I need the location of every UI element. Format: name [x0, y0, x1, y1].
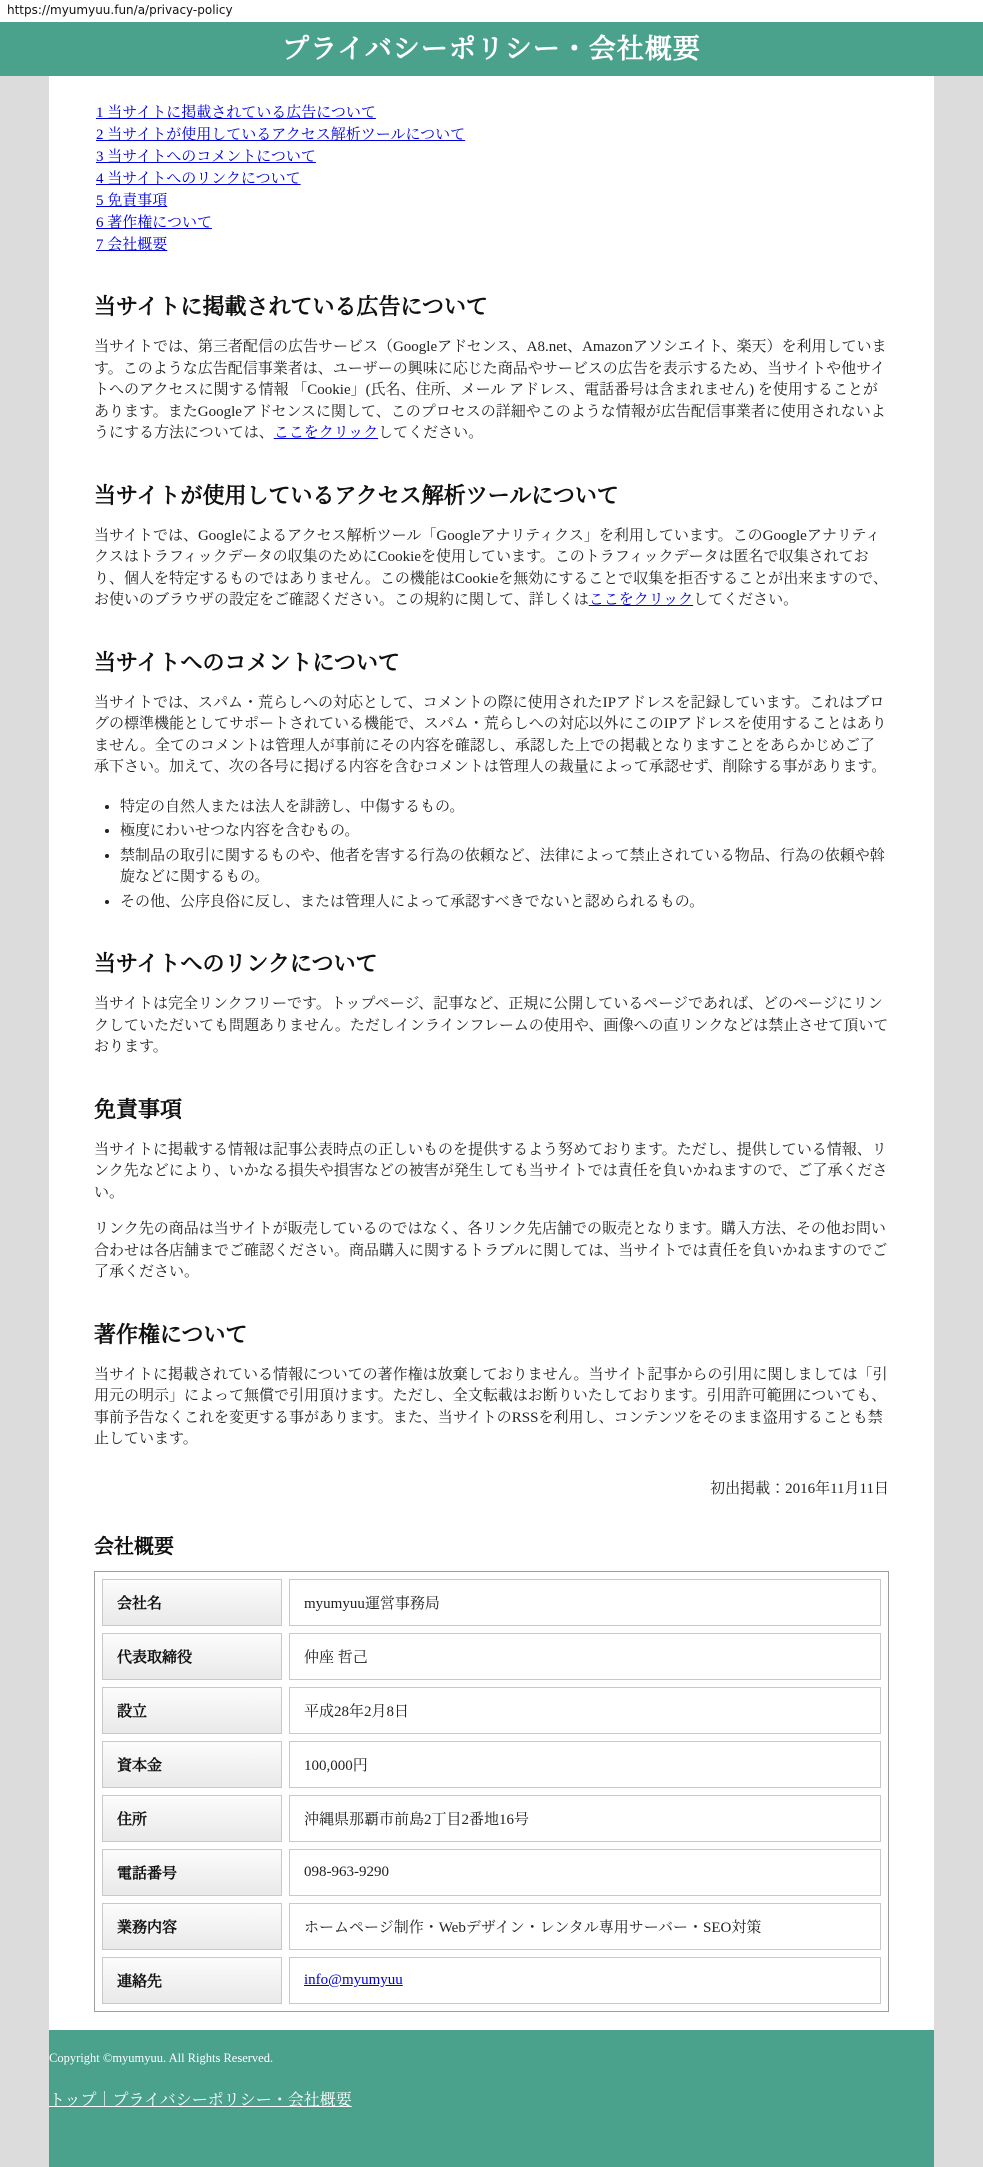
company-label: 資本金 [102, 1741, 282, 1788]
section-analytics-heading: 当サイトが使用しているアクセス解析ツールについて [94, 482, 619, 508]
analytics-click-here-link[interactable]: ここをクリック [588, 592, 694, 608]
footer-copyright: Copyright ©myumyuu. All Rights Reserved. [49, 2051, 274, 2065]
contact-email-link[interactable]: info@myumyuu [304, 1972, 403, 1988]
section-disclaimer [94, 1093, 889, 1284]
toc-link-ads[interactable]: 1 当サイトに掲載されている広告について [96, 105, 376, 121]
section-ads-paragraph [94, 337, 889, 445]
ads-text-before: 当サイトでは、第三者配信の広告サービス（Googleアドセンス、A8.net、Amazonアソシエイト、楽天）を利用しています。このような広告配信事業者は、ユーザーの興味に応じた商品やサービスの広告を表示するため、当サイトや他サイトへのアクセスに関する情報 「Cookie」(氏名、住所、メール アドレス、電話番号は含まれません) を使用することがあります。またGoogleアドセンスに関して、このプロセスの詳細やこのような情報が広告配信事業者に使用されないようにする方法については、 [94, 339, 887, 441]
company-value [289, 1957, 881, 2004]
company-label: 業務内容 [102, 1903, 282, 1950]
toc-item [96, 102, 889, 124]
toc-item [96, 234, 889, 256]
company-value: 仲座 哲己 [289, 1633, 881, 1680]
table-row [102, 1741, 881, 1788]
analytics-text-after: してください。 [693, 592, 799, 608]
section-copyright-paragraph: 当サイトに掲載されている情報についての著作権は放棄しておりません。当サイト記事からの引用に関しましては「引用元の明示」によって無償で引用頂けます。ただし、全文転載はお断りいたしております。引用許可範囲についても、事前予告なくこれを変更する事があります。また、当サイトのRSSを利用し、コンテンツをそのまま盗用することも禁止しています。 [94, 1366, 888, 1447]
footer-nav [49, 2090, 934, 2113]
company-label: 住所 [102, 1795, 282, 1842]
company-value: myumyuu運営事務局 [289, 1579, 881, 1626]
section-disclaimer-paragraph-2: リンク先の商品は当サイトが販売しているのではなく、各リンク先店舗での販売となります。購入方法、その他お問い合わせは各店舗までご確認ください。商品購入に関するトラブルに関しては、当サイトでは責任を負いかねますのでご了承ください。 [94, 1221, 888, 1280]
toc-link-comments[interactable]: 3 当サイトへのコメントについて [96, 149, 316, 165]
section-links-paragraph: 当サイトは完全リンクフリーです。トップページ、記事など、正規に公開しているページであれば、どのページにリンクしていただいても問題ありません。ただしインラインフレームの使用や、画像への直リンクなどは禁止させて頂いております。 [94, 996, 889, 1055]
toc-link-company[interactable]: 7 会社概要 [96, 237, 168, 253]
company-label: 代表取締役 [102, 1633, 282, 1680]
company-overview-table [94, 1571, 889, 2012]
section-ads [94, 290, 889, 445]
section-analytics [94, 479, 889, 612]
table-row [102, 1957, 881, 2004]
toc-item [96, 212, 889, 234]
section-disclaimer-heading: 免責事項 [94, 1096, 183, 1122]
toc-link-analytics[interactable]: 2 当サイトが使用しているアクセス解析ツールについて [96, 127, 466, 143]
company-value: 100,000円 [289, 1741, 881, 1788]
company-value: 沖縄県那覇市前島2丁目2番地16号 [289, 1795, 881, 1842]
analytics-text-before: 当サイトでは、Googleによるアクセス解析ツール「Googleアナリティクス」を利用しています。このGoogleアナリティクスはトラフィックデータの収集のためにCookieを使用しています。このトラフィックデータは匿名で収集されており、個人を特定するものではありません。この機能はCookieを無効にすることで収集を拒否することが出来ますので、お使いのブラウザの設定をご確認ください。この規約に関して、詳しくは [94, 527, 888, 608]
section-ads-heading: 当サイトに掲載されている広告について [94, 294, 489, 319]
section-company [94, 1530, 889, 2012]
content-area [49, 76, 934, 2030]
table-row [102, 1795, 881, 1842]
table-row [102, 1579, 881, 1626]
toc-link-disclaimer[interactable]: 5 免責事項 [96, 193, 168, 209]
comment-rules-list [94, 797, 889, 914]
toc-item [96, 124, 889, 146]
ads-text-after: してください。 [378, 425, 484, 441]
toc-item [96, 146, 889, 168]
comment-rule-item: • 特定の自然人または法人を誹謗し、中傷するもの。 [120, 797, 889, 819]
table-row [102, 1903, 881, 1950]
section-disclaimer-paragraph-1: 当サイトに掲載する情報は記事公表時点の正しいものを提供するよう努めております。ただし、提供している情報、リンク先などにより、いかなる損失や損害などの被害が発生しても当サイトでは責任を負いかねますので、ご了承ください。 [94, 1141, 888, 1201]
comment-rule-item: • その他、公序良俗に反し、または管理人によって承認すべきでないと認められるもの。 [120, 892, 889, 914]
toc-item [96, 190, 889, 212]
comment-rule-item: • 禁制品の取引に関するものや、他者を害する行為の依頼など、法律によって禁止されている物品、行為の依頼や斡旋などに関するもの。 [120, 846, 889, 889]
section-copyright-heading: 著作権について [94, 1321, 248, 1347]
company-label: 会社名 [102, 1579, 282, 1626]
section-links-heading: 当サイトへのリンクについて [94, 951, 378, 976]
toc-link-links[interactable]: 4 当サイトへのリンクについて [96, 171, 301, 187]
section-comments-paragraph: 当サイトでは、スパム・荒らしへの対応として、コメントの際に使用されたIPアドレスを記録しています。これはブログの標準機能としてサポートされている機能で、スパム・荒らしへの対応以外にこのIPアドレスを使用することはありません。全てのコメントは管理人が事前にその内容を確認し、承認した上での掲載となりますことをあらかじめご了承下さい。加えて、次の各号に掲げる内容を含むコメントは管理人の裁量によって承認せず、削除する事があります。 [94, 694, 887, 775]
company-label: 設立 [102, 1687, 282, 1734]
table-of-contents [94, 102, 889, 256]
company-label: 電話番号 [102, 1849, 282, 1896]
section-links [94, 947, 889, 1059]
toc-link-copyright[interactable]: 6 著作権について [96, 215, 212, 231]
company-value: 098-963-9290 [289, 1849, 881, 1896]
table-row [102, 1687, 881, 1734]
company-value: ホームページ制作・Webデザイン・レンタル専用サーバー・SEO対策 [289, 1903, 881, 1950]
ads-click-here-link[interactable]: ここをクリック [273, 425, 379, 441]
section-copyright [94, 1318, 889, 1501]
browser-url-bar[interactable] [0, 0, 983, 22]
company-label: 連絡先 [102, 1957, 282, 2004]
first-published-date: 初出掲載：2016年11月11日 [710, 1480, 889, 1497]
company-overview-heading: 会社概要 [94, 1536, 174, 1558]
toc-item [96, 168, 889, 190]
company-value: 平成28年2月8日 [289, 1687, 881, 1734]
section-analytics-paragraph [94, 526, 889, 612]
page-footer [49, 2030, 934, 2167]
section-comments [94, 646, 889, 914]
table-row [102, 1849, 881, 1896]
toc-list [94, 102, 889, 256]
page-header [0, 22, 983, 76]
comment-rule-item: • 極度にわいせつな内容を含むもの。 [120, 821, 889, 843]
footer-nav-link[interactable]: トップ｜プライバシーポリシー・会社概要 [49, 2091, 352, 2109]
page-url[interactable]: https://myumyuu.fun/a/privacy-policy [7, 3, 233, 17]
page-title: プライバシーポリシー・会社概要 [282, 34, 701, 64]
section-comments-heading: 当サイトへのコメントについて [94, 649, 401, 675]
table-row [102, 1633, 881, 1680]
